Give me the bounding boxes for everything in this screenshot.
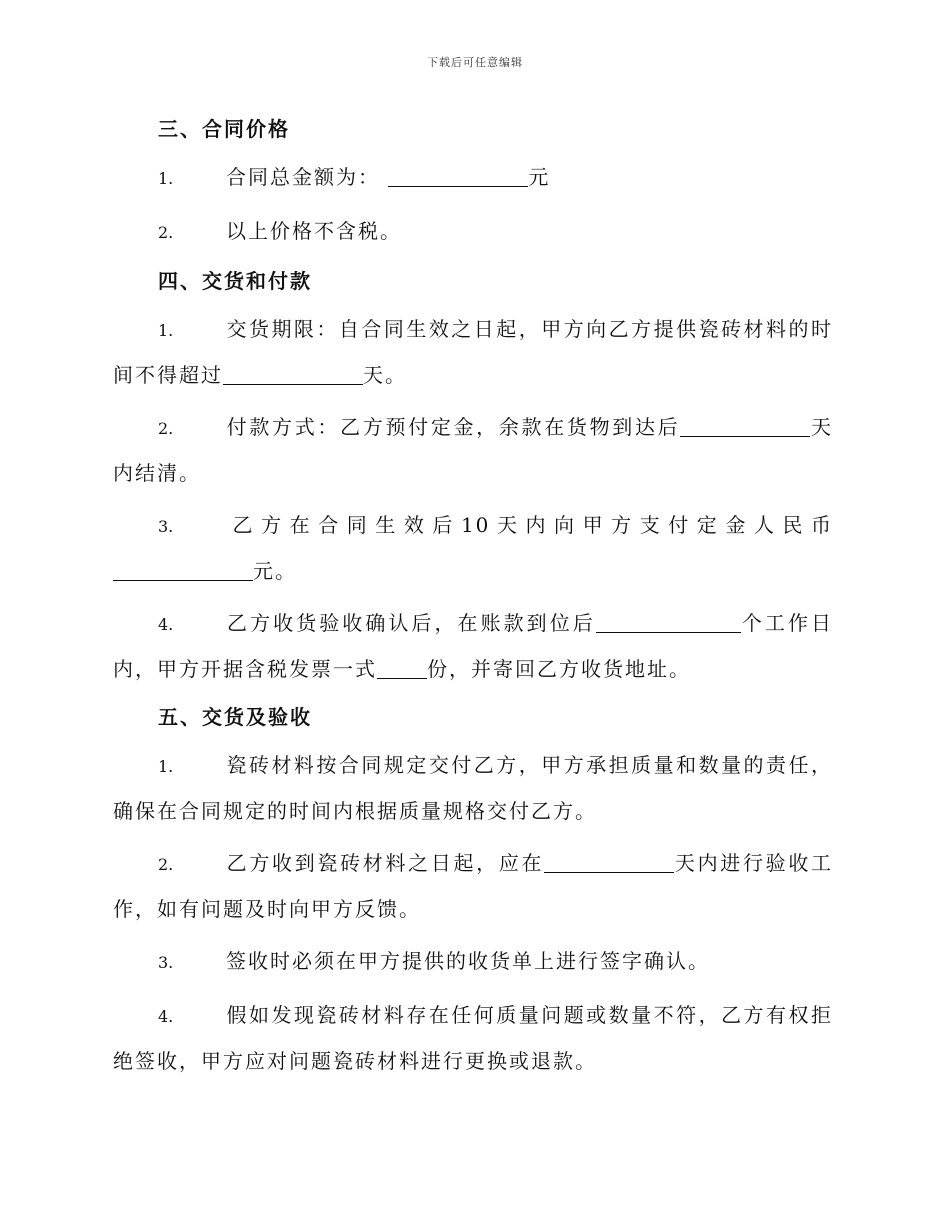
- clause-delivery-4: [113, 601, 833, 691]
- clause-acceptance-3: [113, 939, 833, 985]
- clause-text: 签收时必须在甲方提供的收货单上进行签字确认。: [226, 949, 710, 973]
- clause-number: 3.: [158, 517, 174, 536]
- clause-number: 2.: [158, 855, 174, 874]
- clause-number: 1.: [158, 321, 174, 340]
- clause-number: 3.: [158, 953, 174, 972]
- clause-acceptance-4: [113, 993, 833, 1083]
- clause-text: 合同总金额为：: [226, 165, 380, 189]
- clause-text: 元: [528, 165, 551, 189]
- fill-in-blank-delivery-days: [223, 360, 363, 385]
- clause-delivery-3: [113, 503, 833, 593]
- fill-in-blank-inspection-days: [544, 848, 674, 873]
- clause-text: 以上价格不含税。: [226, 219, 402, 243]
- section-heading-acceptance: 五、交货及验收: [158, 705, 312, 729]
- clause-text: 假如发现瓷砖材料存在任何质量问题或数量不符，乙方有权拒绝签收，甲方应对问题瓷砖材料进行更换或退款。: [113, 1003, 833, 1073]
- clause-acceptance-2: [113, 841, 833, 931]
- clause-text: 乙方收到瓷砖材料之日起，应在: [226, 851, 545, 875]
- fill-in-blank-settlement-days: [680, 412, 810, 437]
- clause-text: 瓷砖材料按合同规定交付乙方，甲方承担质量和数量的责任，确保在合同规定的时间内根据质量规格交付乙方。: [113, 753, 833, 823]
- clause-text: 天内结清。: [113, 415, 834, 485]
- clause-text: 天内进行验收工作，如有问题及时向甲方反馈。: [113, 851, 834, 921]
- fill-in-blank-total-amount: [388, 162, 528, 187]
- clause-price-2: [113, 209, 833, 255]
- fill-in-blank-workdays: [596, 608, 741, 633]
- clause-text: 交货期限：自合同生效之日起，甲方向乙方提供瓷砖材料的时间不得超过: [113, 317, 833, 387]
- clause-delivery-2: [113, 405, 833, 495]
- clause-delivery-1: [113, 307, 833, 397]
- clause-text: 份，并寄回乙方收货地址。: [427, 657, 691, 681]
- clause-number: 2.: [158, 419, 174, 438]
- clause-text: 乙方收货验收确认后，在账款到位后: [226, 611, 596, 635]
- fill-in-blank-invoice-copies: [377, 654, 427, 679]
- clause-number: 2.: [158, 223, 174, 242]
- clause-number: 1.: [158, 757, 174, 776]
- page-header: 下载后可任意编辑: [427, 56, 523, 69]
- clause-number: 1.: [158, 169, 174, 188]
- clause-text: 乙方在合同生效后10天内向甲方支付定金人民币: [226, 513, 833, 537]
- clause-number: 4.: [158, 615, 174, 634]
- section-heading-price: 三、合同价格: [158, 117, 290, 141]
- clause-text: 个工作日内，甲方开据含税发票一式: [113, 611, 834, 681]
- clause-text: 天。: [363, 363, 407, 387]
- clause-price-1: [113, 155, 833, 201]
- document-body: [113, 111, 833, 1091]
- clause-number: 4.: [158, 1007, 174, 1026]
- clause-acceptance-1: [113, 743, 833, 833]
- section-heading-delivery-payment: 四、交货和付款: [158, 269, 312, 293]
- clause-text: 元。: [253, 559, 297, 583]
- fill-in-blank-deposit-amount: [113, 556, 253, 581]
- clause-text: 付款方式：乙方预付定金，余款在货物到达后: [226, 415, 681, 439]
